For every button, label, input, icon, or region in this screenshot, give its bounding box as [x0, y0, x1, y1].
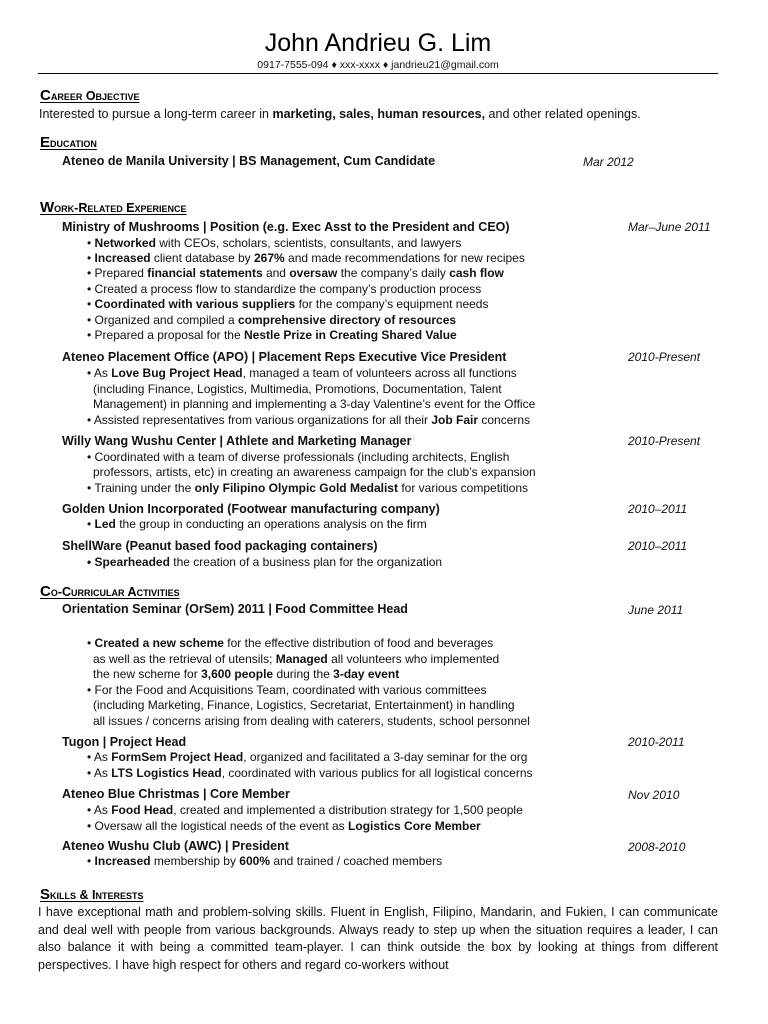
list-item: • Oversaw all the logistical needs of the event as Logistics Core Member [87, 819, 481, 833]
list-item: • Assisted representatives from various organizations for all their Job Fair concerns [87, 413, 531, 427]
list-item: • As Food Head, created and implemented a distribution strategy for 1,500 people [87, 803, 523, 817]
work-date-golden-union: 2010–2011 [628, 502, 688, 516]
list-item-continued: all issues / concerns arising from dealing with caterers, students, school personnel [93, 714, 530, 728]
education-entry: Ateneo de Manila University | BS Management, Cum Candidate [62, 154, 436, 168]
section-work-experience: Work-Related Experience [40, 199, 187, 216]
list-item: • Created a process flow to standardize the company’s production process [87, 282, 482, 296]
list-item: • For the Food and Acquisitions Team, coordinated with various committees [87, 683, 487, 697]
list-item-continued: Management) in planning and implementing a 3-day Valentine’s event for the Office [93, 397, 536, 411]
work-entry-apo: Ateneo Placement Office (APO) | Placement Reps Executive Vice President [62, 350, 507, 364]
section-cocurricular: Co-Curricular Activities [40, 583, 180, 600]
section-skills-interests: Skills & Interests [40, 886, 144, 903]
work-date-mushrooms: Mar–June 2011 [628, 220, 711, 234]
activity-entry-awc: Ateneo Wushu Club (AWC) | President [62, 839, 289, 853]
activity-entry-orsem: Orientation Seminar (OrSem) 2011 | Food Committee Head [62, 602, 408, 616]
list-item: • Created a new scheme for the effective distribution of food and beverages [87, 636, 494, 650]
work-date-shellware: 2010–2011 [628, 539, 688, 553]
list-item: • Prepared a proposal for the Nestle Prize in Creating Shared Value [87, 328, 457, 342]
list-item-continued: the new scheme for 3,600 people during the 3-day event [93, 667, 400, 681]
list-item: • Networked with CEOs, scholars, scientists, consultants, and lawyers [87, 236, 462, 250]
contact-info: 0917-7555-094 ♦ xxx-xxxx ♦ jandrieu21@gmail.com [257, 59, 499, 71]
career-objective-text: Interested to pursue a long-term career in marketing, sales, human resources, and other related openings. [39, 107, 641, 121]
list-item: • Prepared financial statements and oversaw the company’s daily cash flow [87, 266, 504, 280]
header-divider [38, 73, 718, 74]
work-entry-wushu: Willy Wang Wushu Center | Athlete and Marketing Manager [62, 434, 412, 448]
list-item: • Coordinated with a team of diverse professionals (including architects, English [87, 450, 510, 464]
activity-date-blue-christmas: Nov 2010 [628, 788, 680, 802]
list-item-continued: professors, artists, etc) in creating an awareness campaign for the club’s expansion [93, 465, 536, 479]
list-item-continued: as well as the retrieval of utensils; Managed all volunteers who implemented [93, 652, 500, 666]
list-item: • As LTS Logistics Head, coordinated with various publics for all logistical concerns [87, 766, 533, 780]
list-item-continued: (including Marketing, Finance, Logistics, Secretariat, Entertainment) in handling [93, 698, 515, 712]
work-date-apo: 2010-Present [628, 350, 701, 364]
list-item: • Training under the only Filipino Olympic Gold Medalist for various competitions [87, 481, 529, 495]
work-entry-mushrooms: Ministry of Mushrooms | Position (e.g. Exec Asst to the President and CEO) [62, 220, 510, 234]
list-item: • Increased membership by 600% and trained / coached members [87, 854, 443, 868]
list-item: • As Love Bug Project Head, managed a team of volunteers across all functions [87, 366, 517, 380]
activity-entry-blue-christmas: Ateneo Blue Christmas | Core Member [62, 787, 290, 801]
section-education: Education [40, 134, 97, 151]
activity-date-awc: 2008-2010 [628, 840, 686, 854]
work-date-wushu: 2010-Present [628, 434, 701, 448]
section-career-objective: Career Objective [40, 87, 140, 104]
list-item-continued: (including Finance, Logistics, Multimedia, Promotions, Documentation, Talent [93, 382, 502, 396]
education-date: Mar 2012 [583, 155, 634, 169]
list-item: • Coordinated with various suppliers for the company’s equipment needs [87, 297, 489, 311]
list-item: • Spearheaded the creation of a business plan for the organization [87, 555, 443, 569]
skills-paragraph: I have exceptional math and problem-solving skills. Fluent in English, Filipino, Mandarin, and Fukien, I can communicate and deal well with people from various backgrounds. Always ready to step up when the situation requires a leader, I can also balance it with being a committed team-player. I can think outside the box by looking at things from different perspectives. I have high respect for others and regard co-workers without [38, 905, 718, 972]
activity-date-tugon: 2010-2011 [628, 735, 685, 749]
list-item: • As FormSem Project Head, organized and facilitated a 3-day seminar for the org [87, 750, 528, 764]
list-item: • Organized and compiled a comprehensive directory of resources [87, 313, 457, 327]
work-entry-golden-union: Golden Union Incorporated (Footwear manufacturing company) [62, 502, 440, 516]
activity-entry-tugon: Tugon | Project Head [62, 735, 187, 749]
list-item: • Led the group in conducting an operations analysis on the firm [87, 517, 427, 531]
candidate-name: John Andrieu G. Lim [264, 29, 492, 57]
work-entry-shellware: ShellWare (Peanut based food packaging containers) [62, 539, 378, 553]
activity-date-orsem: June 2011 [628, 603, 684, 617]
list-item: • Increased client database by 267% and made recommendations for new recipes [87, 251, 525, 265]
